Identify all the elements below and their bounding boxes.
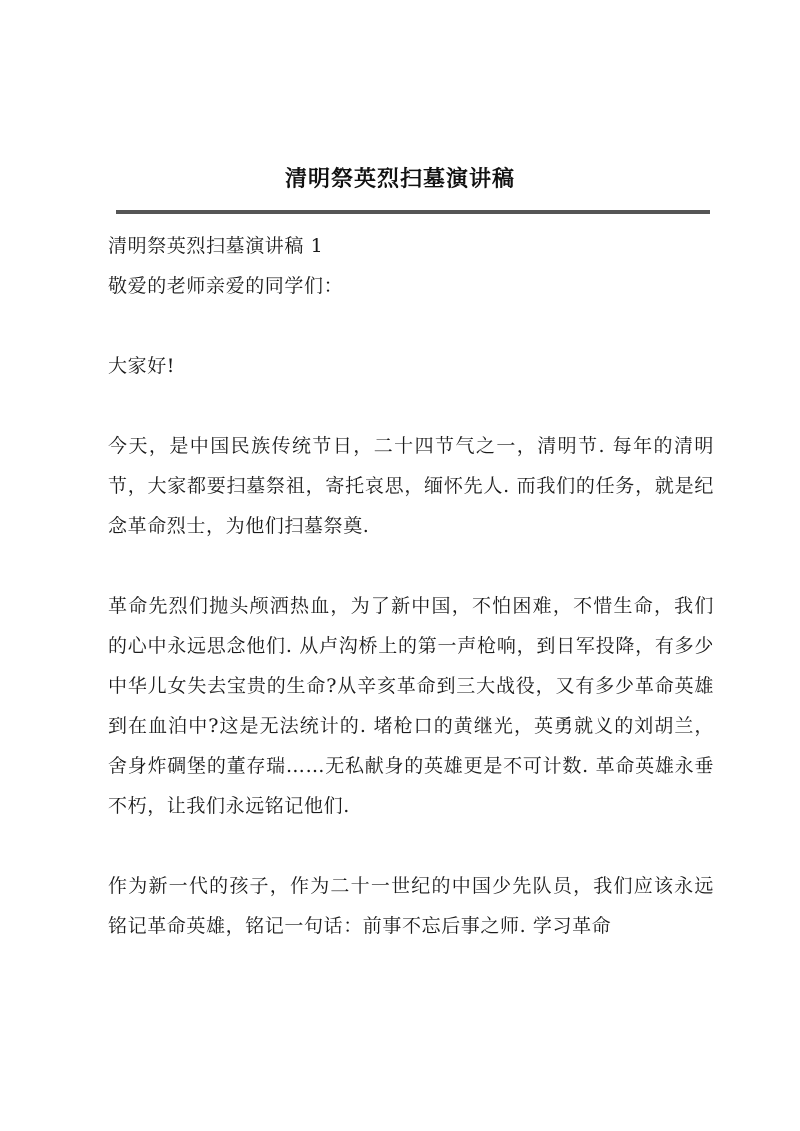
paragraph: 作为新一代的孩子，作为二十一世纪的中国少先队员，我们应该永远铭记革命英雄，铭记一句话：前事不忘后事之师. 学习革命 [108, 875, 714, 937]
salutation: 敬爱的老师亲爱的同学们： [108, 275, 344, 297]
document-title: 清明祭英烈扫墓演讲稿 [284, 167, 515, 192]
title-divider [116, 210, 710, 214]
document-body [108, 226, 714, 986]
paragraph: 革命先烈们抛头颅洒热血，为了新中国，不怕困难，不惜生命，我们的心中永远思念他们. 从卢沟桥上的第一声枪响，到日军投降，有多少中华儿女失去宝贵的生命?从辛亥革命到三大战役，又有多少革命英雄到在血泊中?这是无法统计的. 堵枪口的黄继光，英勇就义的刘胡兰，舍身炸碉堡的董存瑞……无私献身的英雄更是不可计数. 革命英雄永垂不朽，让我们永远铭记他们. [108, 595, 714, 817]
greeting: 大家好! [108, 355, 176, 377]
heading-line: 清明祭英烈扫墓演讲稿 1 [108, 235, 324, 257]
paragraph: 今天，是中国民族传统节日，二十四节气之一，清明节. 每年的清明节，大家都要扫墓祭祖，寄托哀思，缅怀先人. 而我们的任务，就是纪念革命烈士，为他们扫墓祭奠. [108, 435, 714, 537]
